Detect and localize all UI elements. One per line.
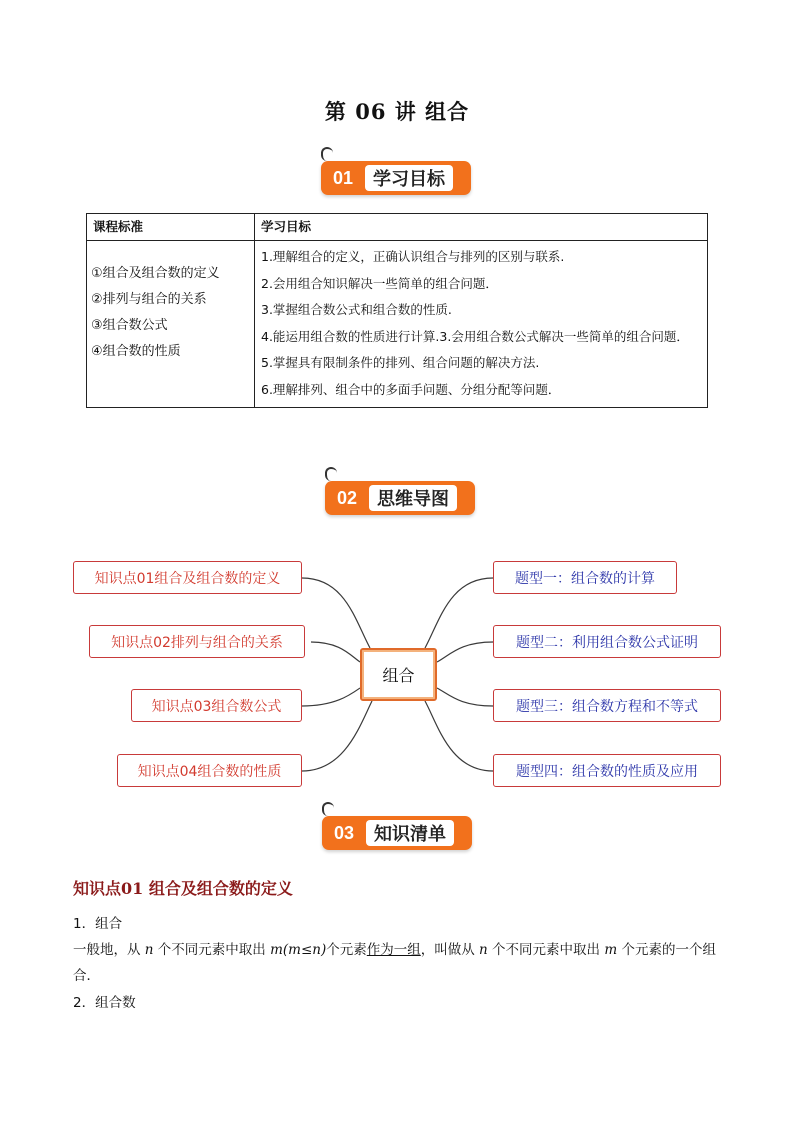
- underlined-text: 作为一组: [366, 942, 421, 958]
- mindmap-right-node: 题型二：利用组合数公式证明: [493, 625, 721, 658]
- text-run: 个不同元素中取出: [153, 942, 271, 958]
- math-var: n: [144, 942, 154, 958]
- section-number: 02: [336, 487, 358, 508]
- goal-item: 6.理解排列、组合中的多面手问题、分组分配等问题．: [261, 381, 561, 397]
- text-run: ，叫做从: [420, 942, 480, 958]
- knowledge-point: ①组合及组合数的定义: [91, 266, 220, 281]
- text-run: 个不同元素中取出: [487, 942, 605, 958]
- section-number: 03: [333, 822, 355, 843]
- section-label: 知识清单: [366, 820, 454, 846]
- table-header-goals: 学习目标: [255, 214, 708, 241]
- mindmap-right-node: 题型三：组合数方程和不等式: [493, 689, 721, 722]
- definition-continued: 合．: [73, 968, 100, 984]
- mindmap-left-node: 知识点01组合及组合数的定义: [73, 561, 302, 594]
- table-header-standard: 课程标准: [87, 214, 255, 241]
- combination-definition: [73, 938, 733, 958]
- goal-item: 4.能运用组合数的性质进行计算.3.会用组合数公式解决一些简单的组合问题．: [261, 328, 689, 344]
- math-var: m: [604, 942, 618, 958]
- goal-item: 1.理解组合的定义，正确认识组合与排列的区别与联系.: [261, 249, 565, 264]
- item-combination-number: 2．组合数: [73, 995, 136, 1011]
- text-run: 个元素: [326, 942, 367, 958]
- mindmap-right-node: 题型四：组合数的性质及应用: [493, 754, 721, 787]
- item-combination: 1．组合: [73, 916, 123, 932]
- section-badge-03: [322, 812, 472, 852]
- mindmap-left-node: 知识点04组合数的性质: [117, 754, 302, 787]
- knowledge-point: ③组合数公式: [91, 318, 168, 333]
- mindmap-left-node: 知识点02排列与组合的关系: [89, 625, 305, 658]
- mindmap-left-node: 知识点03组合数公式: [131, 689, 302, 722]
- goal-item: 3.掌握组合数公式和组合数的性质.: [261, 302, 452, 317]
- goal-item: 2.会用组合知识解决一些简单的组合问题．: [261, 275, 498, 291]
- text-run: 一般地，从: [73, 942, 145, 958]
- knowledge-point: ④组合数的性质: [91, 344, 181, 359]
- page-title: 第 06 讲 组合: [324, 99, 470, 124]
- knowledge-heading: 知识点01 组合及组合数的定义: [73, 879, 293, 898]
- section-number: 01: [332, 167, 354, 188]
- text-run: 个元素的一个组: [617, 942, 716, 958]
- goal-item: 5.掌握具有限制条件的排列、组合问题的解决方法.: [261, 355, 540, 370]
- section-label: 学习目标: [365, 165, 453, 191]
- section-label: 思维导图: [369, 485, 457, 511]
- math-var: n: [479, 942, 488, 958]
- mindmap-center-node: 组合: [360, 648, 437, 701]
- knowledge-point: ②排列与组合的关系: [91, 292, 207, 307]
- mindmap-right-node: 题型一：组合数的计算: [493, 561, 677, 594]
- clip-icon: [322, 802, 334, 816]
- math-var: m(m≤n): [270, 942, 327, 958]
